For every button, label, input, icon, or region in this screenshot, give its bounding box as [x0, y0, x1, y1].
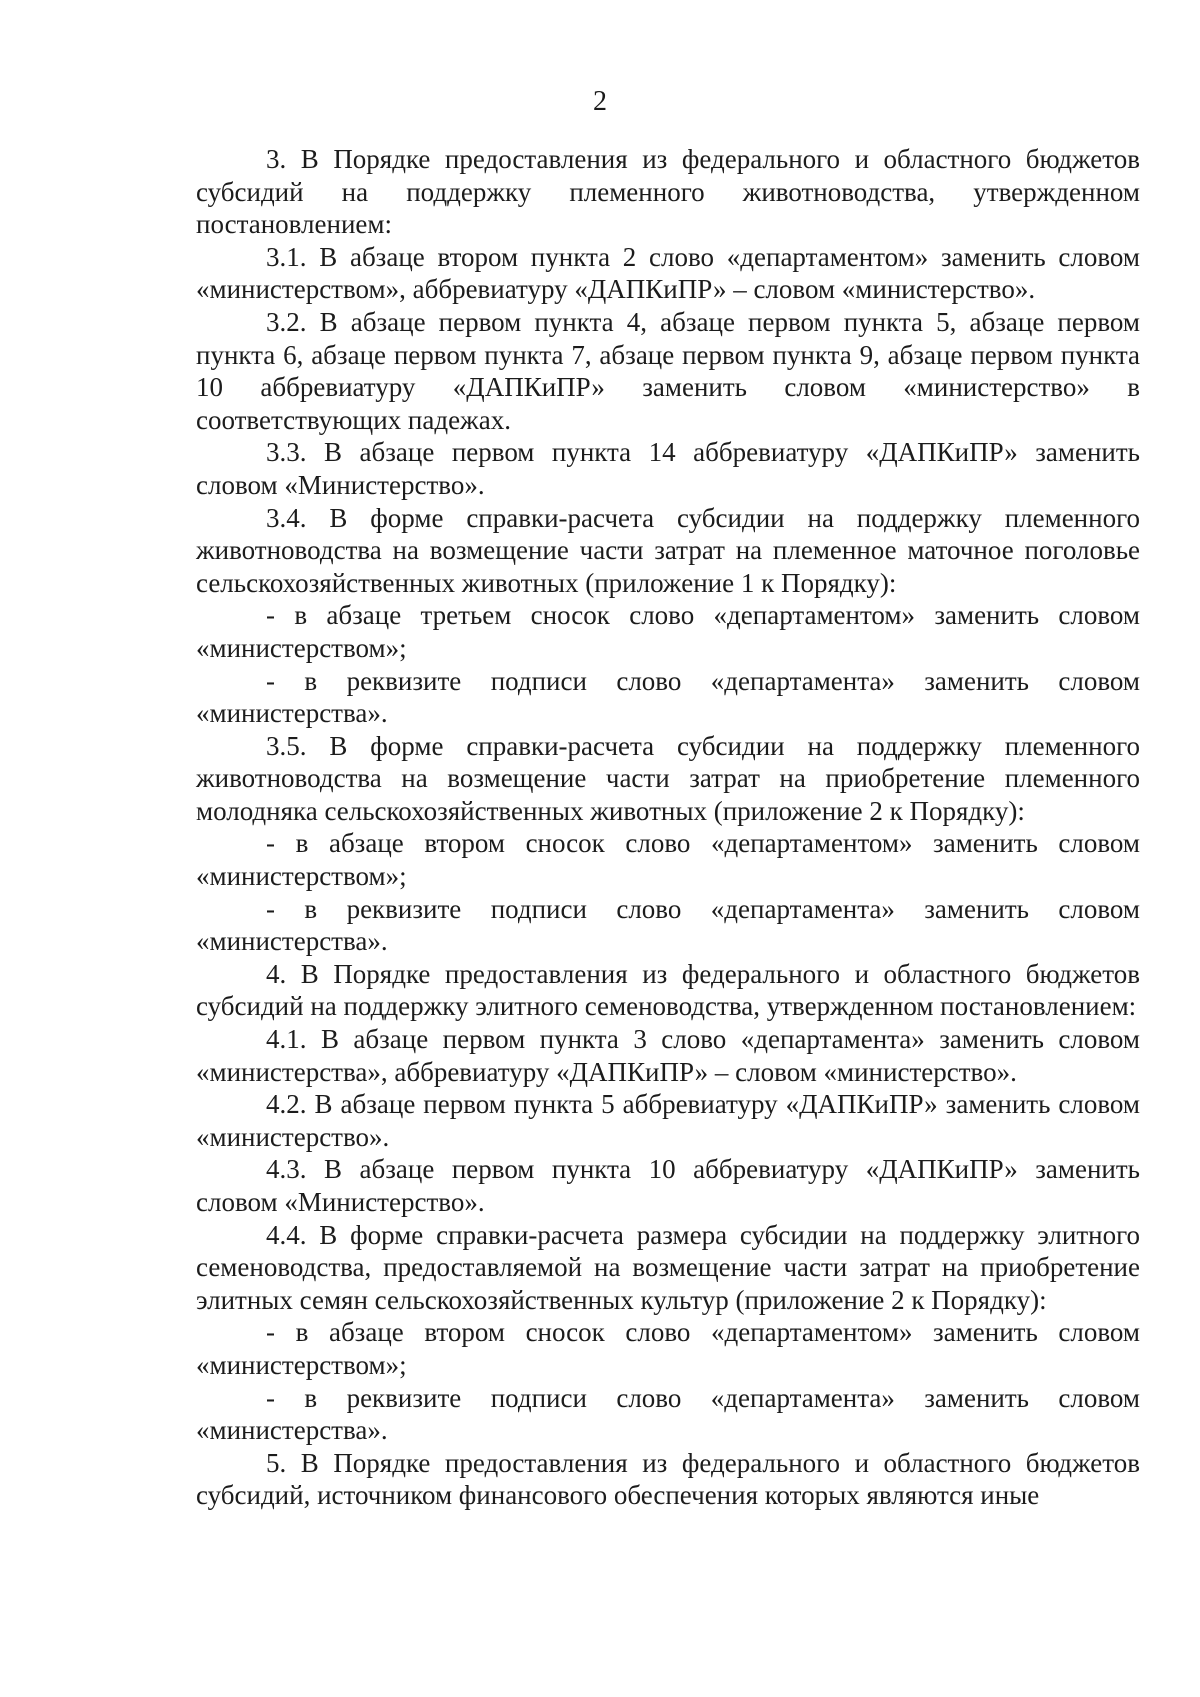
- document-body: [196, 143, 1140, 1512]
- list-item: - в абзаце третьем сносок слово «департаментом» заменить словом «министерством»;: [196, 600, 1140, 663]
- paragraph-3-4: 3.4. В форме справки-расчета субсидии на поддержку племенного животноводства на возмещение части затрат на племенное маточное поголовье сельскохозяйственных животных (приложение 1 к Порядку):: [196, 502, 1140, 598]
- paragraph-4-1: 4.1. В абзаце первом пункта 3 слово «департамента» заменить словом «министерства», аббревиатуру «ДАПКиПР» – словом «министерство».: [196, 1024, 1140, 1087]
- paragraph-3: 3. В Порядке предоставления из федерального и областного бюджетов субсидий на поддержку племенного животноводства, утвержденном постановлением:: [196, 144, 1140, 240]
- paragraph-4-2: 4.2. В абзаце первом пункта 5 аббревиатуру «ДАПКиПР» заменить словом «министерство».: [196, 1089, 1140, 1152]
- list-item: - в абзаце втором сносок слово «департаментом» заменить словом «министерством»;: [196, 828, 1140, 892]
- paragraph-5: 5. В Порядке предоставления из федерального и областного бюджетов субсидий, источником финансового обеспечения которых являются иные: [196, 1447, 1140, 1511]
- list-item: - в абзаце втором сносок слово «департаментом» заменить словом «министерством»;: [196, 1317, 1140, 1380]
- paragraph-4-4: 4.4. В форме справки-расчета размера субсидии на поддержку элитного семеноводства, предоставляемой на возмещение части затрат на приобретение элитных семян сельскохозяйственных культур (приложение 2 к Порядку):: [196, 1219, 1140, 1315]
- list-item: - в реквизите подписи слово «департамента» заменить словом «министерства».: [196, 665, 1140, 729]
- paragraph-4: 4. В Порядке предоставления из федерального и областного бюджетов субсидий на поддержку элитного семеноводства, утвержденном постановлением:: [196, 958, 1140, 1022]
- paragraph-4-3: 4.3. В абзаце первом пункта 10 аббревиатуру «ДАПКиПР» заменить словом «Министерство».: [196, 1154, 1140, 1217]
- paragraph-3-3: 3.3. В абзаце первом пункта 14 аббревиатуру «ДАПКиПР» заменить словом «Министерство».: [196, 437, 1140, 500]
- page-number: 2: [593, 86, 607, 117]
- list-item: - в реквизите подписи слово «департамента» заменить словом «министерства».: [196, 1382, 1140, 1446]
- paragraph-3-2: 3.2. В абзаце первом пункта 4, абзаце первом пункта 5, абзаце первом пункта 6, абзаце первом пункта 7, абзаце первом пункта 9, абзаце первом пункта 10 аббревиатуру «ДАПКиПР» заменить словом «министерство» в соответствующих падежах.: [196, 306, 1140, 435]
- paragraph-3-1: 3.1. В абзаце втором пункта 2 слово «департаментом» заменить словом «министерством», аббревиатуру «ДАПКиПР» – словом «министерство».: [196, 241, 1140, 305]
- paragraph-3-5: 3.5. В форме справки-расчета субсидии на поддержку племенного животноводства на возмещение части затрат на приобретение племенного молодняка сельскохозяйственных животных (приложение 2 к Порядку):: [196, 730, 1140, 826]
- list-item: - в реквизите подписи слово «департамента» заменить словом «министерства».: [196, 893, 1140, 957]
